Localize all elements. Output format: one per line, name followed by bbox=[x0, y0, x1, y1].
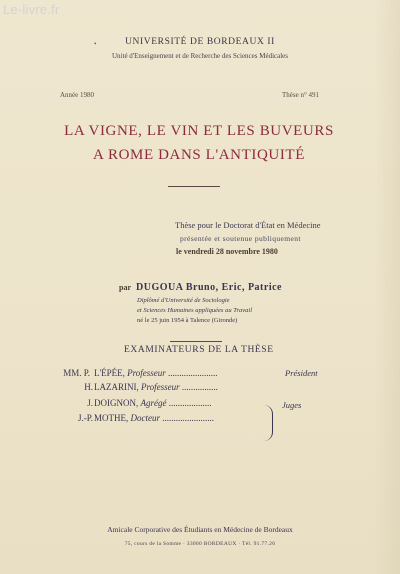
footer-address: 75, cours de la Somme · 33000 BORDEAUX · Tél. 91.77.26 bbox=[124, 541, 276, 547]
university-name: UNIVERSITÉ DE BORDEAUX II bbox=[125, 37, 275, 47]
examiner-name: MOTHE, bbox=[94, 413, 129, 423]
examiner-row bbox=[0, 398, 400, 412]
title-divider bbox=[168, 186, 220, 187]
thesis-presented: présentée et soutenue publiquement bbox=[180, 234, 301, 243]
watermark-label: Le-livre.fr bbox=[3, 2, 60, 17]
examiners-divider bbox=[170, 341, 222, 342]
examiner-name: LAZARINI, bbox=[94, 382, 139, 392]
judges-brace bbox=[264, 405, 273, 441]
examiner-role: Juges bbox=[282, 400, 302, 410]
examiner-row bbox=[0, 368, 400, 382]
examiner-dots: ....................... bbox=[162, 413, 214, 423]
defense-date: le vendredi 28 novembre 1980 bbox=[176, 247, 278, 256]
examiner-entry bbox=[94, 368, 218, 378]
examiner-prefix: H. bbox=[84, 382, 93, 392]
examiner-prefix: MM. P. bbox=[63, 368, 90, 378]
examiner-row bbox=[0, 382, 400, 396]
examiner-dots: ...................... bbox=[168, 368, 218, 378]
author-name: DUGOUA Bruno, Eric, Patrice bbox=[136, 282, 282, 293]
examiner-title: Professeur bbox=[141, 382, 180, 392]
examiner-role: Président bbox=[285, 368, 318, 378]
thesis-purpose: Thèse pour le Doctorat d'État en Médecine bbox=[175, 220, 321, 230]
unit-name: Unité d'Enseignement et de Recherche des Sciences Médicales bbox=[112, 52, 288, 60]
examiner-prefix: J.-P. bbox=[77, 413, 93, 423]
examiner-name: DOIGNON, bbox=[94, 398, 139, 408]
thesis-number: Thèse n° 491 bbox=[282, 91, 320, 99]
author-diploma-line-2: et Sciences Humaines appliquées au Travail bbox=[137, 307, 252, 314]
author-diploma-line-1: Diplômé d'Université de Sociologie bbox=[137, 297, 230, 304]
examiner-dots: ................... bbox=[168, 398, 212, 408]
examiner-prefix: J. bbox=[87, 398, 93, 408]
examiner-dots: ................ bbox=[181, 382, 218, 392]
year-label: Année 1980 bbox=[60, 91, 95, 99]
examiner-row bbox=[0, 413, 400, 427]
examiner-title: Professeur bbox=[127, 368, 166, 378]
author-prefix: par bbox=[119, 283, 131, 292]
examiners-heading: EXAMINATEURS DE LA THÈSE bbox=[124, 345, 274, 355]
examiner-entry bbox=[94, 398, 212, 408]
examiner-entry bbox=[94, 382, 218, 392]
examiner-title: Docteur bbox=[130, 413, 160, 423]
title-line-2: A ROME DANS L'ANTIQUITÉ bbox=[93, 147, 305, 163]
decorative-dot: • bbox=[94, 40, 97, 48]
examiner-name: L'ÉPÉE, bbox=[94, 368, 125, 378]
examiner-title: Agrégé bbox=[140, 398, 167, 408]
footer-amicale: Amicale Corporative des Étudiants en Médecine de Bordeaux bbox=[107, 525, 293, 534]
author-birth: né le 25 juin 1954 à Talence (Gironde) bbox=[137, 317, 238, 324]
title-line-1: LA VIGNE, LE VIN ET LES BUVEURS bbox=[64, 123, 334, 139]
examiner-entry bbox=[94, 413, 214, 423]
